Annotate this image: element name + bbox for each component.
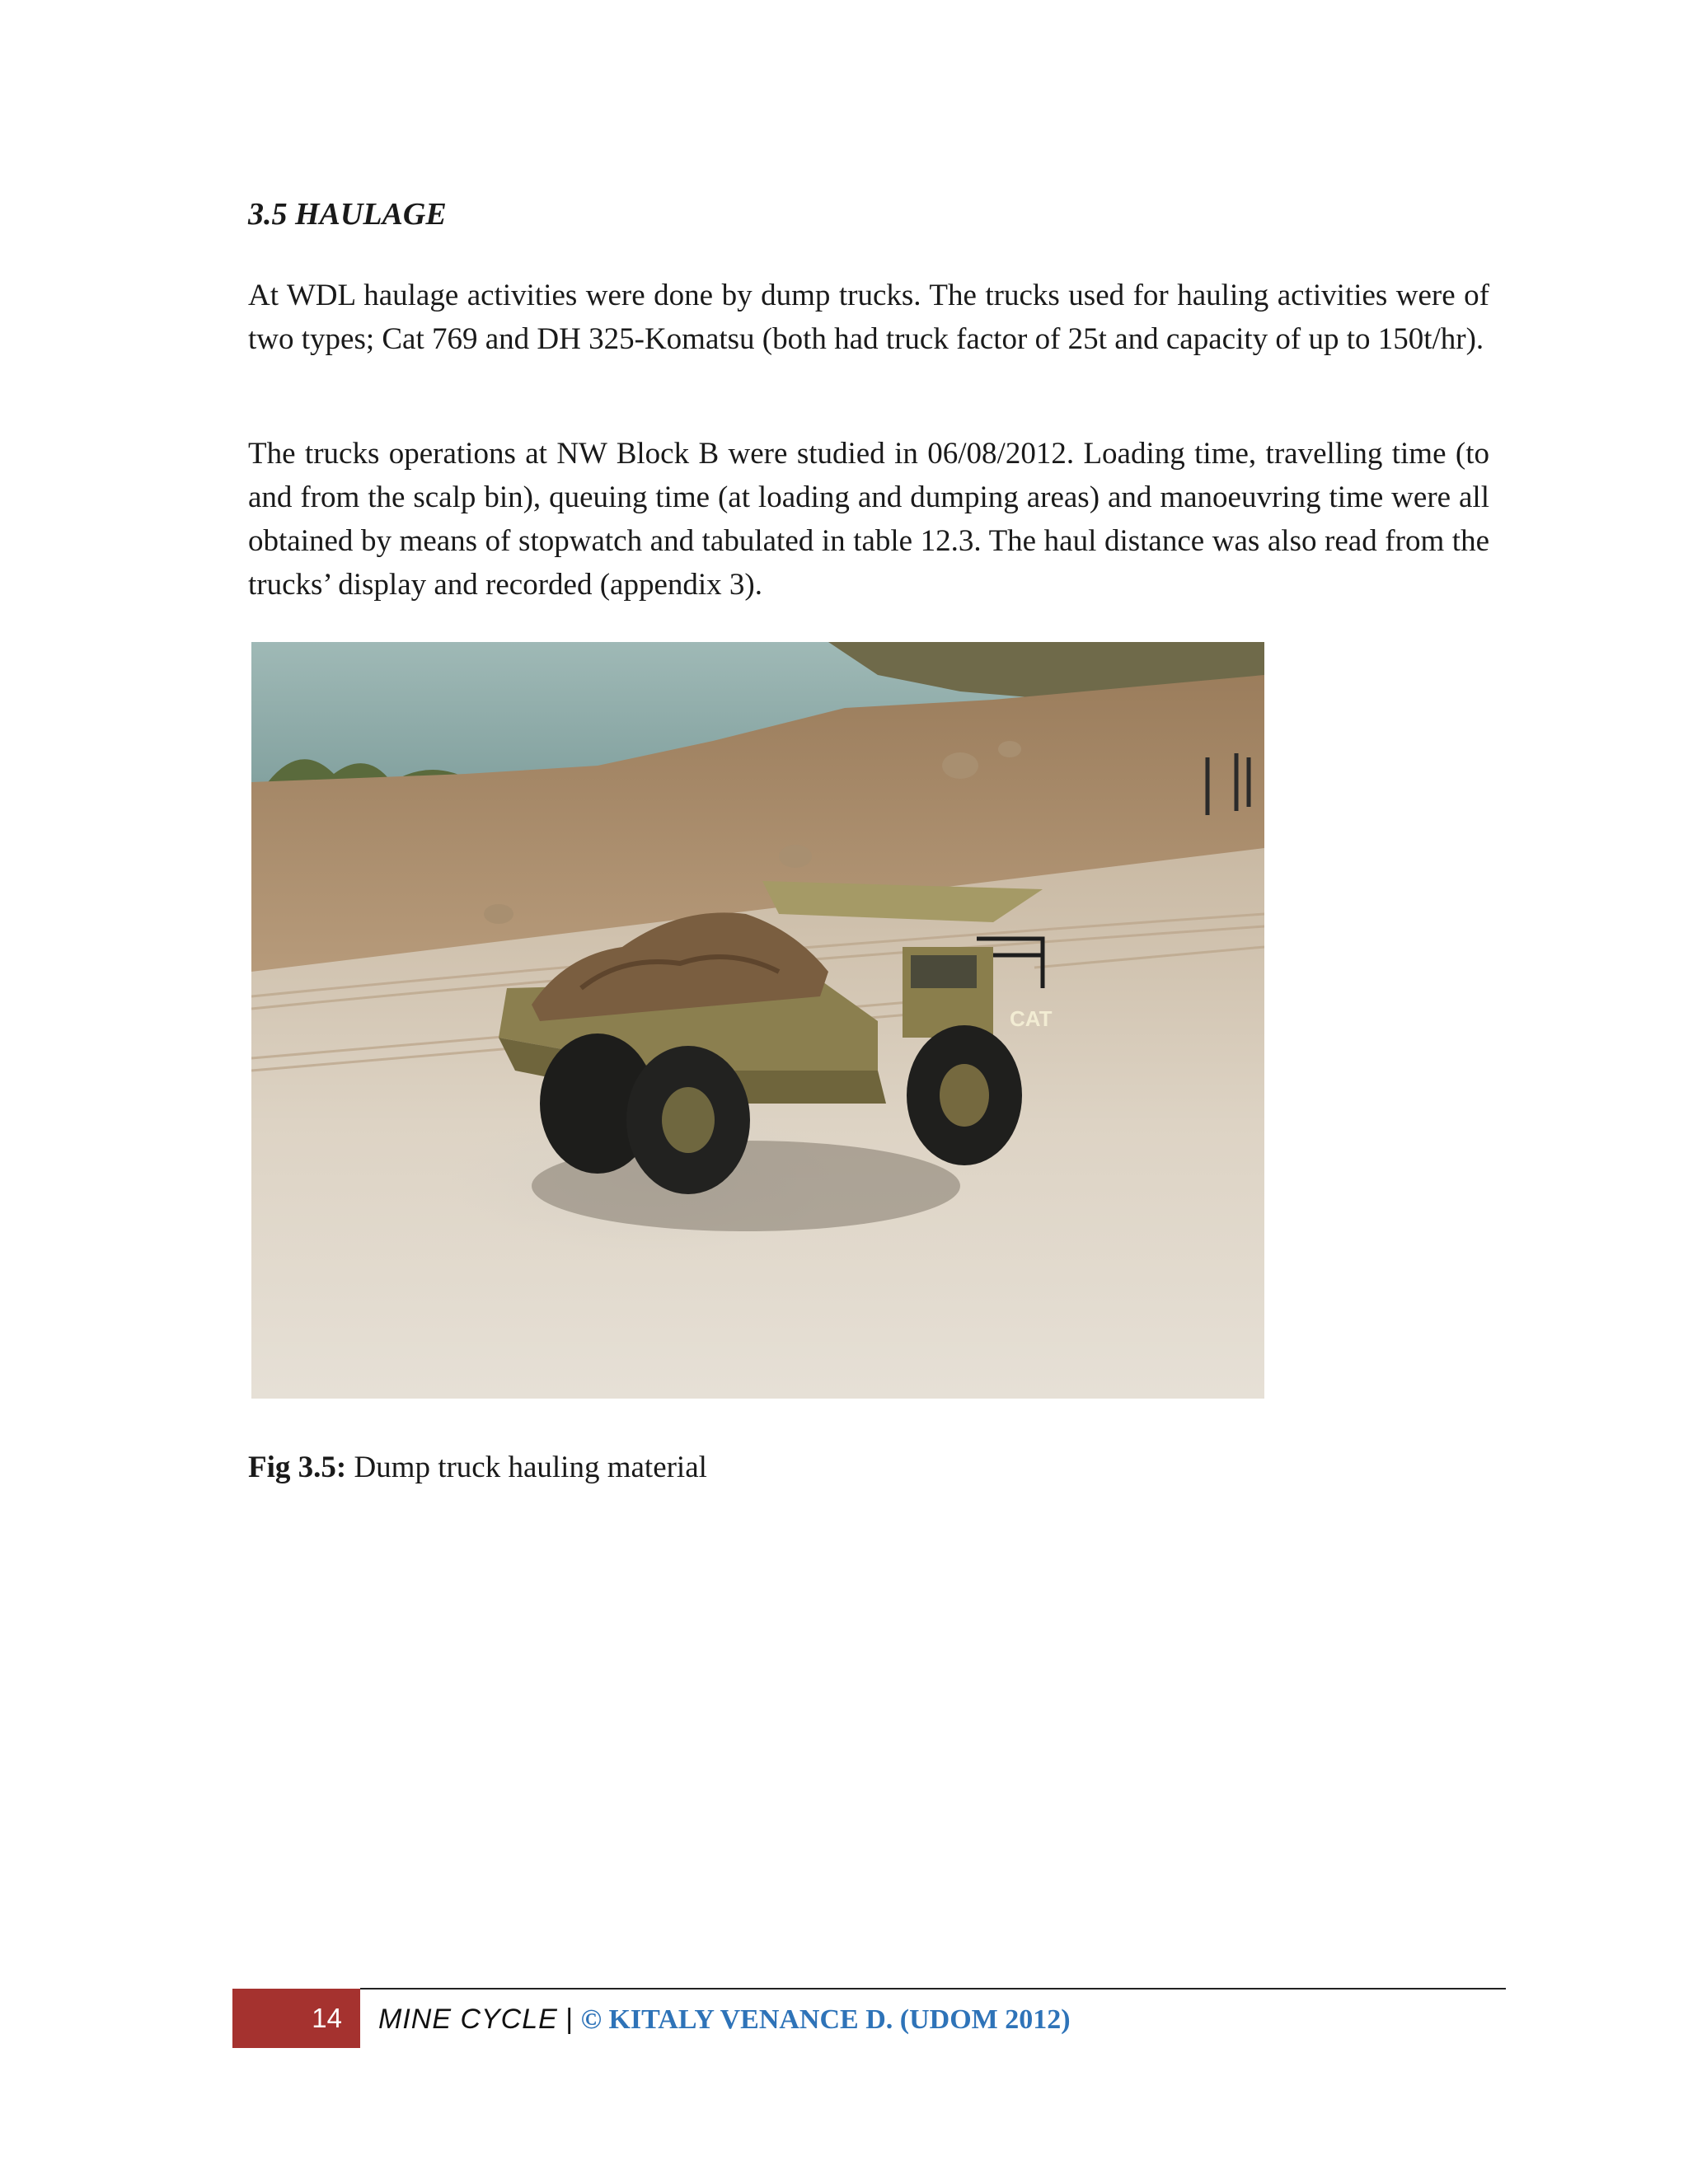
- section-heading: 3.5 HAULAGE: [248, 197, 447, 232]
- footer-separator: |: [557, 2004, 581, 2035]
- footer-rule: [360, 1988, 1506, 1990]
- figure-label: Fig 3.5:: [248, 1451, 347, 1484]
- figure-caption: [248, 1447, 707, 1488]
- paragraph-truck-operations: The trucks operations at NW Block B were studied in 06/08/2012. Loading time, travelling time (to and from the scalp bin), queuing time (at loading and dumping areas) and manoeuvring time were all obtained by means of stopwatch and tabulated in table 12.3. The haul distance was also read from the trucks’ display and recorded (appendix 3).: [248, 437, 1489, 602]
- dump-truck-photo: [251, 642, 1264, 1399]
- footer-copyright: © KITALY VENANCE D. (UDOM 2012): [580, 2004, 1071, 2035]
- footer-line: [378, 2001, 1071, 2038]
- paragraph-haulage-intro: At WDL haulage activities were done by dump trucks. The trucks used for hauling activities were of two types; Cat 769 and DH 325-Komatsu (both had truck factor of 25t and capacity of up to 150t/hr).: [248, 279, 1489, 356]
- truck-badge: CAT: [1010, 1006, 1053, 1031]
- dump-truck-illustration: [251, 642, 1264, 1399]
- figure-caption-text: Dump truck hauling material: [346, 1451, 707, 1484]
- footer-title: MINE CYCLE: [378, 2004, 558, 2035]
- page-number: 14: [232, 1989, 360, 2048]
